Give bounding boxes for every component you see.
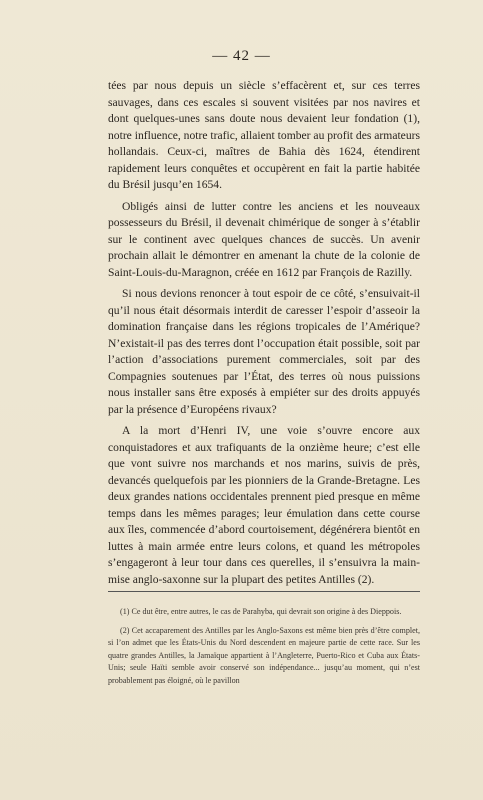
paragraph: A la mort d’Henri IV, une voie s’ouvre encore aux conquistadores et aux trafiquants de la onzième heure; c’est elle que vont suivre nos marchands et nos marins, suivis de près, devancés quelquefois par les pionniers de la Grande-Bretagne. Les deux grandes nations occidentales prennent pied presque en même temps dans les mêmes parages; leur émulation dans cette course aux îles, commencée d’abord courtoisement, dégénérera bientôt en luttes à main armée entre leurs colons, et quand les métropoles s’engageront à leur tour dans ces querelles, il s’ensuivra la main-mise anglo-saxonne sur la plupart des petites Antilles (2).: [108, 424, 420, 586]
footnote-divider: [108, 591, 420, 592]
body-text: [108, 78, 420, 593]
paragraph: Obligés ainsi de lutter contre les anciens et les nouveaux possesseurs du Brésil, il devenait chimérique de songer à s’établir sur le continent avec quelques chances de succès. Un avenir prochain allait le démontrer en amenant la chute de la colonie de Saint-Louis-du-Maragnon, créée en 1612 par François de Razilly.: [108, 199, 420, 279]
paragraph: Si nous devions renoncer à tout espoir de ce côté, s’ensuivait-il qu’il nous était désormais interdit de caresser l’espoir d’asseoir la domination française dans les régions tropicales de l’Amérique? N’existait-il pas des terres dont l’occupation était possible, soit par l’action d’associations purement commerciales, soit par des Compagnies soutenues par l’État, des terres où nous puissions nous installer sans être exposés à empiéter sur des droits appuyés par la présence d’Européens rivaux?: [108, 287, 420, 416]
paragraph: tées par nous depuis un siècle s’effacèrent et, sur ces terres sauvages, dans ces escales si souvent visitées par nos navires et dont quelques-unes sans doute nous devaient leur fondation (1), notre influence, notre trafic, allaient tomber au profit des armateurs hollandais. Ceux-ci, maîtres de Bahia dès 1624, étendirent rapidement leurs conquêtes et occupèrent en fait la partie habitée du Brésil jusqu’en 1654.: [108, 79, 420, 191]
footnote: (2) Cet accaparement des Antilles par les Anglo-Saxons est même bien près d’être complet, si l’on admet que les États-Unis du Nord descendent en majeure partie de cette race. Sur les quatre grandes Antilles, la Jamaïque appartient à l’Angleterre, Puerto-Rico et Cuba aux États-Unis; seule Haïti semble avoir conservé son indépendance... jusqu’au moment, qui n’est probablement pas éloigné, où le pavillon: [108, 625, 420, 685]
footnote: (1) Ce dut être, entre autres, le cas de Parahyba, qui devrait son origine à des Dieppois.: [120, 607, 402, 616]
footnotes: [108, 606, 420, 693]
page-number: — 42 —: [212, 48, 271, 64]
